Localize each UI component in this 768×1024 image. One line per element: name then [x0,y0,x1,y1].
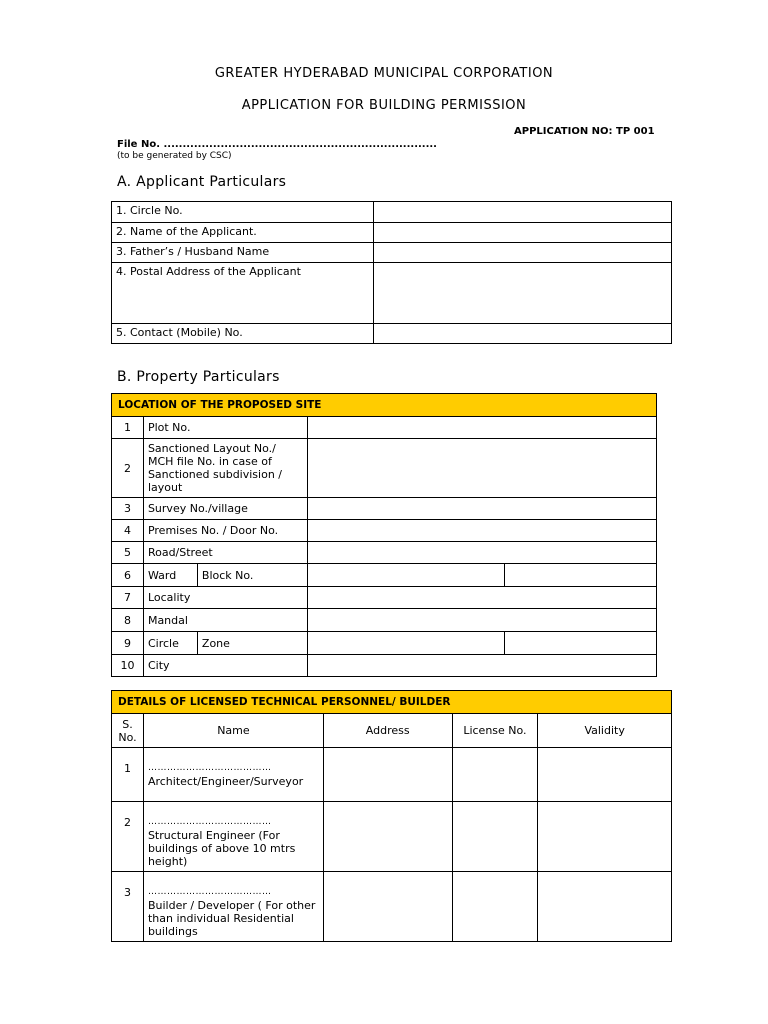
property-heading: B. Property Particulars [117,369,280,385]
survey-no-field[interactable] [307,498,656,520]
name-cell[interactable] [143,872,323,942]
row-sublabel: Block No. [197,564,307,587]
row-number: 2 [112,802,144,872]
row-number: 3 [112,498,144,520]
table-row [112,609,657,632]
row-number: 9 [112,632,144,655]
address-cell[interactable] [323,748,452,802]
table-row [112,748,672,802]
role-label: Builder / Developer ( For other than individual Residential buildings [147,899,316,938]
table-row [112,324,672,344]
applicant-name-field[interactable] [373,223,671,243]
license-no-cell[interactable] [452,872,538,942]
row-number: 8 [112,609,144,632]
row-number: 4 [112,520,144,542]
org-title: GREATER HYDERABAD MUNICIPAL CORPORATION [214,66,554,81]
personnel-table-title: DETAILS OF LICENSED TECHNICAL PERSONNEL/ BUILDER [112,691,672,714]
table-row [112,802,672,872]
row-number: 1 [112,417,144,439]
name-cell[interactable] [143,748,323,802]
address-cell[interactable] [323,872,452,942]
table-row [112,564,657,587]
plot-no-field[interactable] [307,417,656,439]
row-label: Survey No./village [143,498,307,520]
father-husband-name-field[interactable] [373,243,671,263]
table-row [112,223,672,243]
application-number: APPLICATION NO: TP 001 [514,126,655,137]
mandal-field[interactable] [307,609,656,632]
row-number: 7 [112,587,144,609]
applicant-heading: A. Applicant Particulars [117,174,287,190]
row-label: Road/Street [143,542,307,564]
name-cell[interactable] [143,802,323,872]
table-row [112,587,657,609]
applicant-row-label: 4. Postal Address of the Applicant [112,263,374,324]
applicant-row-label: 3. Father’s / Husband Name [112,243,374,263]
row-label: Locality [143,587,307,609]
row-number: 6 [112,564,144,587]
column-header: Validity [538,714,672,748]
row-label: Mandal [143,609,307,632]
table-row [112,417,657,439]
layout-no-field[interactable] [307,439,656,498]
validity-cell[interactable] [538,802,672,872]
contact-mobile-field[interactable] [373,324,671,344]
table-row [112,872,672,942]
column-header: License No. [452,714,538,748]
file-number-note: (to be generated by CSC) [117,151,232,161]
table-row [112,498,657,520]
table-row [112,520,657,542]
row-number: 3 [112,872,144,942]
column-header: S. No. [112,714,144,748]
property-table [111,393,657,677]
applicant-circle-field[interactable] [373,202,671,223]
table-row [112,243,672,263]
row-number: 2 [112,439,144,498]
table-row [112,655,657,677]
table-row [112,439,657,498]
role-label: Structural Engineer (For buildings of above 10 mtrs height) [147,829,296,868]
license-no-cell[interactable] [452,748,538,802]
validity-cell[interactable] [538,748,672,802]
row-label: Circle [143,632,197,655]
row-sublabel: Zone [197,632,307,655]
form-title: APPLICATION FOR BUILDING PERMISSION [241,98,527,113]
table-row [112,632,657,655]
applicant-row-label: 2. Name of the Applicant. [112,223,374,243]
row-number: 5 [112,542,144,564]
column-header: Address [323,714,452,748]
name-blank: ………………………………… [147,887,272,897]
applicant-table [111,201,672,344]
row-label: Plot No. [143,417,307,439]
zone-field[interactable] [505,632,657,655]
address-cell[interactable] [323,802,452,872]
validity-cell[interactable] [538,872,672,942]
row-label: Sanctioned Layout No./ MCH file No. in case of Sanctioned subdivision / layout [143,439,307,498]
postal-address-field[interactable] [373,263,671,324]
table-row [112,542,657,564]
personnel-table [111,690,672,942]
row-label: City [143,655,307,677]
row-label: Ward [143,564,197,587]
license-no-cell[interactable] [452,802,538,872]
file-number: File No. ........................................................................ [117,139,437,150]
row-number: 1 [112,748,144,802]
circle-field[interactable] [307,632,505,655]
table-header-row [112,714,672,748]
road-street-field[interactable] [307,542,656,564]
applicant-row-label: 1. Circle No. [112,202,374,223]
property-table-title: LOCATION OF THE PROPOSED SITE [112,394,657,417]
door-no-field[interactable] [307,520,656,542]
table-row [112,202,672,223]
locality-field[interactable] [307,587,656,609]
role-label: Architect/Engineer/Surveyor [147,775,304,788]
column-header: Name [143,714,323,748]
row-number: 10 [112,655,144,677]
name-blank: ………………………………… [147,763,272,773]
name-blank: ………………………………… [147,817,272,827]
ward-field[interactable] [307,564,505,587]
table-row [112,263,672,324]
applicant-row-label: 5. Contact (Mobile) No. [112,324,374,344]
block-no-field[interactable] [505,564,657,587]
city-field[interactable] [307,655,656,677]
row-label: Premises No. / Door No. [143,520,307,542]
